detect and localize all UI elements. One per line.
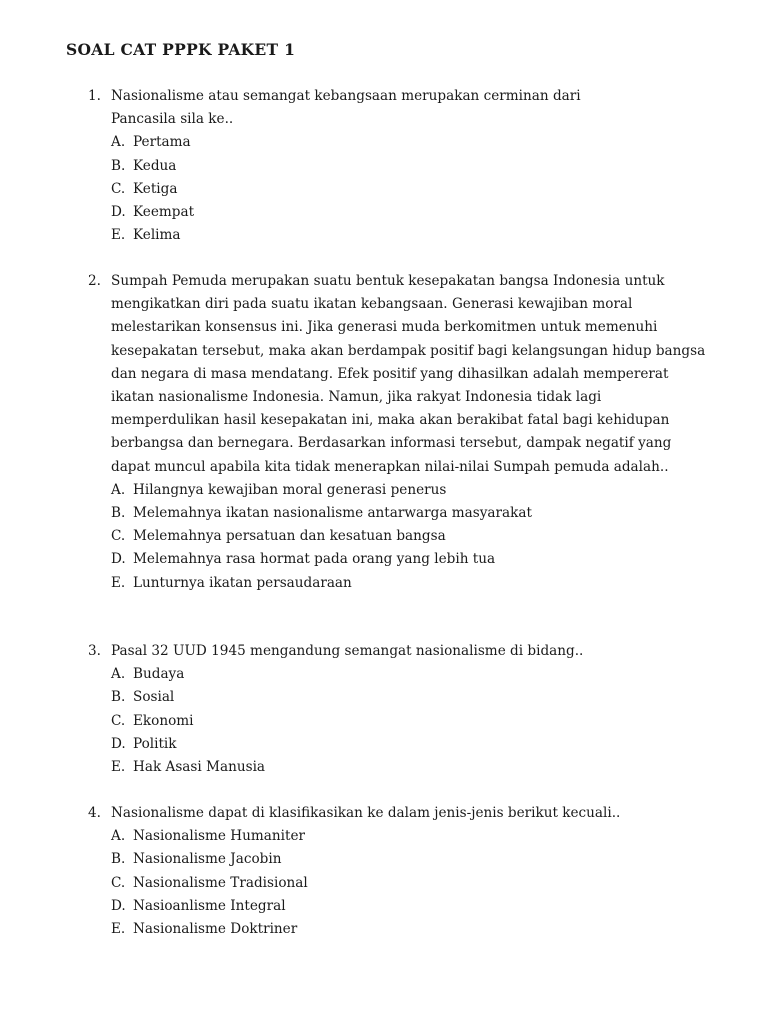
question-number: 2.: [88, 273, 101, 289]
option-text: Nasionalisme Doktriner: [133, 920, 298, 937]
page-title: SOAL CAT PPPK PAKET 1: [66, 40, 296, 59]
question-4: [88, 802, 728, 941]
question-2: [88, 270, 728, 595]
option-text: Nasionalisme Tradisional: [133, 874, 308, 891]
option-text: Nasionalisme Jacobin: [133, 851, 282, 868]
option-letter: B.: [111, 505, 126, 522]
option-letter: D.: [111, 897, 126, 914]
option-text: Kelima: [133, 227, 181, 244]
answer-option-e: [111, 756, 728, 779]
option-text: Politik: [133, 735, 177, 752]
answer-option-a: [111, 131, 728, 154]
answer-option-c: [111, 710, 728, 733]
question-1: [88, 85, 728, 247]
answer-option-b: [111, 502, 728, 525]
option-text: Melemahnya persatuan dan kesatuan bangsa: [133, 528, 446, 545]
answer-option-d: [111, 548, 728, 571]
option-text: Hak Asasi Manusia: [133, 758, 266, 775]
answer-options: [111, 825, 728, 941]
option-letter: A.: [111, 666, 126, 683]
option-letter: C.: [111, 874, 126, 891]
option-text: Melemahnya ikatan nasionalisme antarwarga masyarakat: [133, 505, 532, 522]
option-text: Nasionalisme Humaniter: [133, 828, 306, 845]
answer-option-a: [111, 479, 728, 502]
option-letter: E.: [111, 920, 126, 937]
question-text: Nasionalisme dapat di klasifikasikan ke dalam jenis-jenis berikut kecuali..: [111, 805, 621, 821]
option-letter: C.: [111, 528, 126, 545]
option-letter: A.: [111, 481, 126, 498]
option-letter: D.: [111, 735, 126, 752]
question-number: 1.: [88, 88, 101, 104]
option-text: Kedua: [133, 157, 177, 174]
question-3: [88, 640, 728, 779]
option-text: Ketiga: [133, 180, 178, 197]
answer-option-c: [111, 872, 728, 895]
option-letter: B.: [111, 851, 126, 868]
option-text: Nasioanlisme Integral: [133, 897, 286, 914]
question-text: Pasal 32 UUD 1945 mengandung semangat nasionalisme di bidang..: [111, 643, 584, 659]
answer-option-e: [111, 224, 728, 247]
option-letter: E.: [111, 574, 126, 591]
option-letter: A.: [111, 828, 126, 845]
answer-option-d: [111, 895, 728, 918]
answer-option-e: [111, 572, 728, 595]
option-letter: A.: [111, 134, 126, 151]
option-text: Budaya: [133, 666, 185, 683]
option-text: Sosial: [133, 689, 175, 706]
answer-option-c: [111, 525, 728, 548]
answer-option-b: [111, 848, 728, 871]
answer-option-c: [111, 178, 728, 201]
option-letter: E.: [111, 227, 126, 244]
option-text: Lunturnya ikatan persaudaraan: [133, 574, 352, 591]
answer-option-d: [111, 733, 728, 756]
option-letter: E.: [111, 758, 126, 775]
answer-option-e: [111, 918, 728, 941]
question-text: Nasionalisme atau semangat kebangsaan merupakan cerminan dari Pancasila sila ke..: [111, 88, 581, 128]
answer-option-a: [111, 825, 728, 848]
answer-option-a: [111, 663, 728, 686]
answer-options: [111, 663, 728, 779]
option-text: Keempat: [133, 203, 195, 220]
question-number: 4.: [88, 805, 101, 821]
option-text: Melemahnya rasa hormat pada orang yang lebih tua: [133, 551, 496, 568]
question-number: 3.: [88, 643, 101, 659]
option-letter: B.: [111, 157, 126, 174]
option-text: Ekonomi: [133, 712, 194, 729]
answer-option-b: [111, 686, 728, 709]
option-text: Pertama: [133, 134, 191, 151]
option-letter: C.: [111, 180, 126, 197]
question-text: Sumpah Pemuda merupakan suatu bentuk kesepakatan bangsa Indonesia untuk mengikatkan diri pada suatu ikatan kebangsaan. Generasi kewajiban moral melestarikan konsensus ini. Jika generasi muda berkomitmen untuk memenuhi kesepakatan tersebut, maka akan berdampak positif bagi kelangsungan hidup bangsa dan negara di masa mendatang. Efek positif yang dihasilkan adalah mempererat ikatan nasionalisme Indonesia. Namun, jika rakyat Indonesia tidak lagi memperdulikan hasil kesepakatan ini, maka akan berakibat fatal bagi kehidupan berbangsa dan bernegara. Berdasarkan informasi tersebut, dampak negatif yang dapat muncul apabila kita tidak menerapkan nilai-nilai Sumpah pemuda adalah..: [111, 273, 706, 475]
option-letter: B.: [111, 689, 126, 706]
option-letter: D.: [111, 551, 126, 568]
answer-option-d: [111, 201, 728, 224]
answer-options: [111, 131, 728, 247]
option-text: Hilangnya kewajiban moral generasi penerus: [133, 481, 447, 498]
option-letter: C.: [111, 712, 126, 729]
answer-options: [111, 479, 728, 595]
option-letter: D.: [111, 203, 126, 220]
answer-option-b: [111, 155, 728, 178]
